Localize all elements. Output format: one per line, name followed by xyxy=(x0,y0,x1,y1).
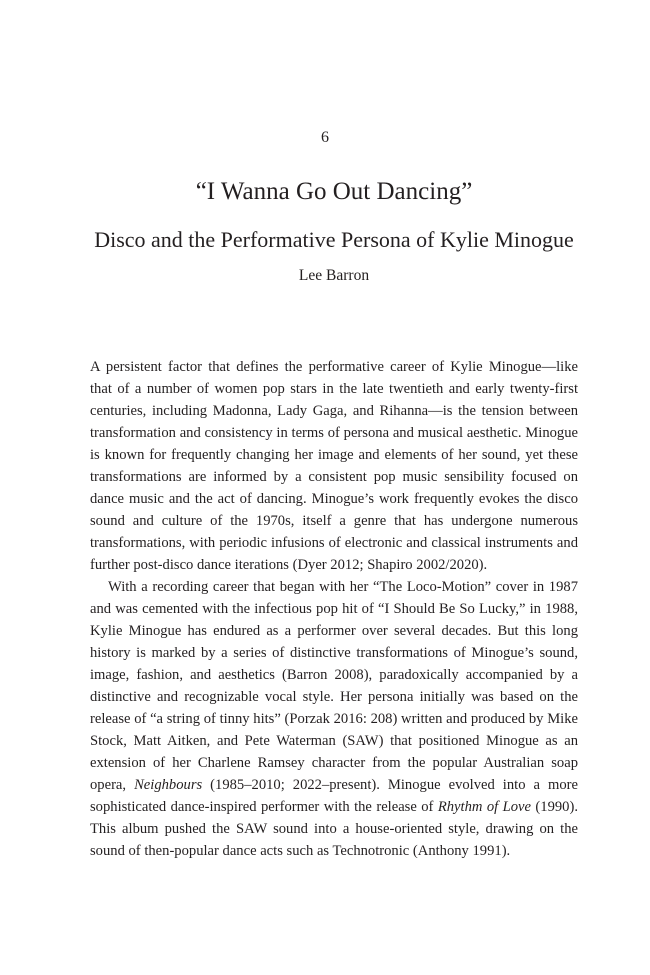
paragraph-1 xyxy=(90,356,578,576)
body-text xyxy=(90,356,578,862)
paragraph-2-text-c: (1990). This album pushed the SAW sound into a house-oriented style, drawing on the sound of then-popular dance acts such as Technotronic (Anthony 1991). xyxy=(90,799,578,859)
chapter-title: “I Wanna Go Out Dancing” xyxy=(195,178,473,205)
author-name: Lee Barron xyxy=(298,267,370,284)
paragraph-2-text-b: (1985–2010; 2022–present). Minogue evolved into a more sophisticated dance-inspired performer with the release of xyxy=(90,777,578,815)
album-title-rhythm-of-love: Rhythm of Love xyxy=(437,799,531,815)
paragraph-1-text: A persistent factor that defines the performative career of Kylie Minogue—like that of a number of women pop stars in the late twentieth and early twenty-first centuries, including Madonna, Lady Gaga, and Rihanna—is the tension between transformation and consistency in terms of persona and musical aesthetic. Minogue is known for frequently changing her image and elements of her sound, yet these transformations are informed by a consistent pop music sensibility focused on dance music and the act of dancing. Minogue’s work frequently evokes the disco sound and culture of the 1970s, itself a genre that has undergone numerous transformations, with periodic infusions of electronic and classical instruments and further post-disco dance iterations (Dyer 2012; Shapiro 2002/2020). xyxy=(90,359,578,573)
paragraph-2 xyxy=(90,576,578,862)
chapter-subtitle: Disco and the Performative Persona of Kylie Minogue xyxy=(94,227,574,252)
chapter-number: 6 xyxy=(321,129,329,146)
paragraph-2-text-a: With a recording career that began with her “The Loco-Motion” cover in 1987 and was cemented with the infectious pop hit of “I Should Be So Lucky,” in 1988, Kylie Minogue has endured as a performer over several decades. But this long history is marked by a series of distinctive transformations of Minogue’s sound, image, fashion, and aesthetics (Barron 2008), paradoxically accompanied by a distinctive and recognizable vocal style. Her persona initially was based on the release of “a string of tinny hits” (Porzak 2016: 208) written and produced by Mike Stock, Matt Aitken, and Pete Waterman (SAW) that positioned Minogue as an extension of her Charlene Ramsey character from the popular Australian soap opera, xyxy=(90,579,578,793)
show-title-neighbours: Neighbours xyxy=(134,777,203,793)
